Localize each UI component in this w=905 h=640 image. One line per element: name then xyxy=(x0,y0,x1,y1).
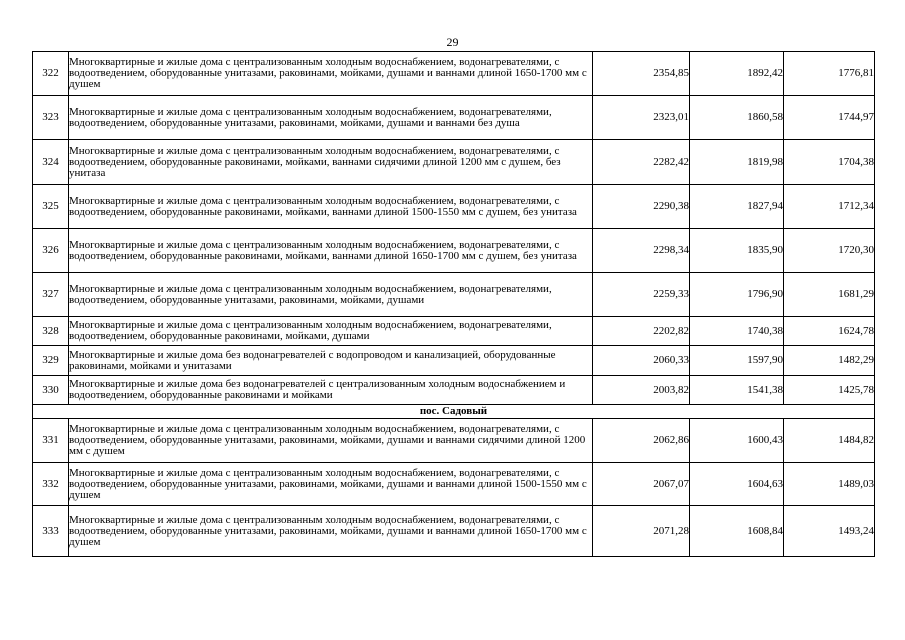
tariff-value-3: 1776,81 xyxy=(784,52,875,96)
row-description: Многоквартирные и жилые дома без водонагревателей с централизованным холодным водоснабжением и водоотведением, оборудованные раковинами и мойками xyxy=(69,376,593,405)
row-number: 331 xyxy=(33,419,69,463)
row-description: Многоквартирные и жилые дома с централизованным холодным водоснабжением, водонагревателями, водоотведением, оборудованные унитазами, раковинами, мойками, душами xyxy=(69,273,593,317)
tariff-value-1: 2003,82 xyxy=(593,376,690,405)
tariff-value-1: 2259,33 xyxy=(593,273,690,317)
tariff-value-3: 1744,97 xyxy=(784,96,875,140)
tariff-value-2: 1827,94 xyxy=(690,185,784,229)
table-body-b xyxy=(33,419,875,557)
tariff-value-2: 1835,90 xyxy=(690,229,784,273)
tariff-value-3: 1425,78 xyxy=(784,376,875,405)
tariff-value-3: 1681,29 xyxy=(784,273,875,317)
table-row xyxy=(33,317,875,346)
row-number: 327 xyxy=(33,273,69,317)
row-description: Многоквартирные и жилые дома с централизованным холодным водоснабжением, водонагревателями, с водоотведением, оборудованные унитазами, раковинами, мойками, душами и ваннами длиной 1500-1550 мм с душем xyxy=(69,463,593,506)
tariff-value-1: 2071,28 xyxy=(593,506,690,557)
tariff-value-2: 1597,90 xyxy=(690,346,784,376)
table-row xyxy=(33,140,875,185)
tariff-value-2: 1819,98 xyxy=(690,140,784,185)
section-title: пос. Садовый xyxy=(33,405,875,419)
row-description: Многоквартирные и жилые дома с централизованным холодным водоснабжением, водонагревателями, с водоотведением, оборудованные раковинами, мойками, ваннами сидячими длиной 1200 мм с душем, без унитаза xyxy=(69,140,593,185)
row-description: Многоквартирные и жилые дома с централизованным холодным водоснабжением, водонагревателями, с водоотведением, оборудованные унитазами, раковинами, мойками, душами и ваннами длиной 1650-1700 мм с душем xyxy=(69,52,593,96)
row-description: Многоквартирные и жилые дома с централизованным холодным водоснабжением, водонагревателями, водоотведением, оборудованные унитазами, раковинами, мойками, душами и ваннами без душа xyxy=(69,96,593,140)
tariff-value-1: 2202,82 xyxy=(593,317,690,346)
row-number: 325 xyxy=(33,185,69,229)
row-number: 326 xyxy=(33,229,69,273)
table-row xyxy=(33,376,875,405)
tariff-value-2: 1740,38 xyxy=(690,317,784,346)
tariff-value-3: 1624,78 xyxy=(784,317,875,346)
row-description: Многоквартирные и жилые дома без водонагревателей с водопроводом и канализацией, оборудованные раковинами, мойками и унитазами xyxy=(69,346,593,376)
row-description: Многоквартирные и жилые дома с централизованным холодным водоснабжением, водонагревателями, с водоотведением, оборудованные раковинами, мойками, ваннами длиной 1500-1550 мм с душем, без унитаза xyxy=(69,185,593,229)
tariff-value-1: 2060,33 xyxy=(593,346,690,376)
tariff-value-3: 1482,29 xyxy=(784,346,875,376)
table-row xyxy=(33,346,875,376)
tariff-value-1: 2354,85 xyxy=(593,52,690,96)
tariff-value-3: 1704,38 xyxy=(784,140,875,185)
row-number: 322 xyxy=(33,52,69,96)
row-number: 324 xyxy=(33,140,69,185)
tariff-value-2: 1604,63 xyxy=(690,463,784,506)
table-row xyxy=(33,463,875,506)
table-row xyxy=(33,273,875,317)
table-row xyxy=(33,52,875,96)
tariff-value-1: 2323,01 xyxy=(593,96,690,140)
tariff-value-1: 2067,07 xyxy=(593,463,690,506)
row-number: 333 xyxy=(33,506,69,557)
row-description: Многоквартирные и жилые дома с централизованным холодным водоснабжением, водонагревателями, с водоотведением, оборудованные унитазами, раковинами, мойками, душами и ваннами сидячими длиной 1200 мм с душем xyxy=(69,419,593,463)
tariff-value-3: 1484,82 xyxy=(784,419,875,463)
table-section xyxy=(33,405,875,419)
tariff-value-1: 2298,34 xyxy=(593,229,690,273)
table-row xyxy=(33,229,875,273)
row-number: 332 xyxy=(33,463,69,506)
tariff-value-1: 2290,38 xyxy=(593,185,690,229)
section-row xyxy=(33,405,875,419)
row-description: Многоквартирные и жилые дома с централизованным холодным водоснабжением, водонагревателями, водоотведением, оборудованные раковинами, мойками, душами xyxy=(69,317,593,346)
table-row xyxy=(33,506,875,557)
tariff-value-3: 1493,24 xyxy=(784,506,875,557)
tariff-value-2: 1796,90 xyxy=(690,273,784,317)
tariff-value-3: 1489,03 xyxy=(784,463,875,506)
page-number: 29 xyxy=(446,35,459,49)
table-body-a xyxy=(33,52,875,405)
table-row xyxy=(33,419,875,463)
tariff-value-1: 2282,42 xyxy=(593,140,690,185)
row-number: 329 xyxy=(33,346,69,376)
tariff-value-3: 1712,34 xyxy=(784,185,875,229)
tariff-table xyxy=(32,51,875,557)
row-description: Многоквартирные и жилые дома с централизованным холодным водоснабжением, водонагревателями, с водоотведением, оборудованные унитазами, раковинами, мойками, душами и ваннами длиной 1650-1700 мм с душем xyxy=(69,506,593,557)
row-description: Многоквартирные и жилые дома с централизованным холодным водоснабжением, водонагревателями, с водоотведением, оборудованные раковинами, мойками, ваннами длиной 1650-1700 мм с душем, без унитаза xyxy=(69,229,593,273)
row-number: 323 xyxy=(33,96,69,140)
table-row xyxy=(33,185,875,229)
tariff-value-2: 1860,58 xyxy=(690,96,784,140)
tariff-value-3: 1720,30 xyxy=(784,229,875,273)
table-row xyxy=(33,96,875,140)
tariff-value-2: 1892,42 xyxy=(690,52,784,96)
row-number: 330 xyxy=(33,376,69,405)
tariff-value-2: 1600,43 xyxy=(690,419,784,463)
row-number: 328 xyxy=(33,317,69,346)
tariff-value-2: 1608,84 xyxy=(690,506,784,557)
tariff-value-1: 2062,86 xyxy=(593,419,690,463)
tariff-value-2: 1541,38 xyxy=(690,376,784,405)
